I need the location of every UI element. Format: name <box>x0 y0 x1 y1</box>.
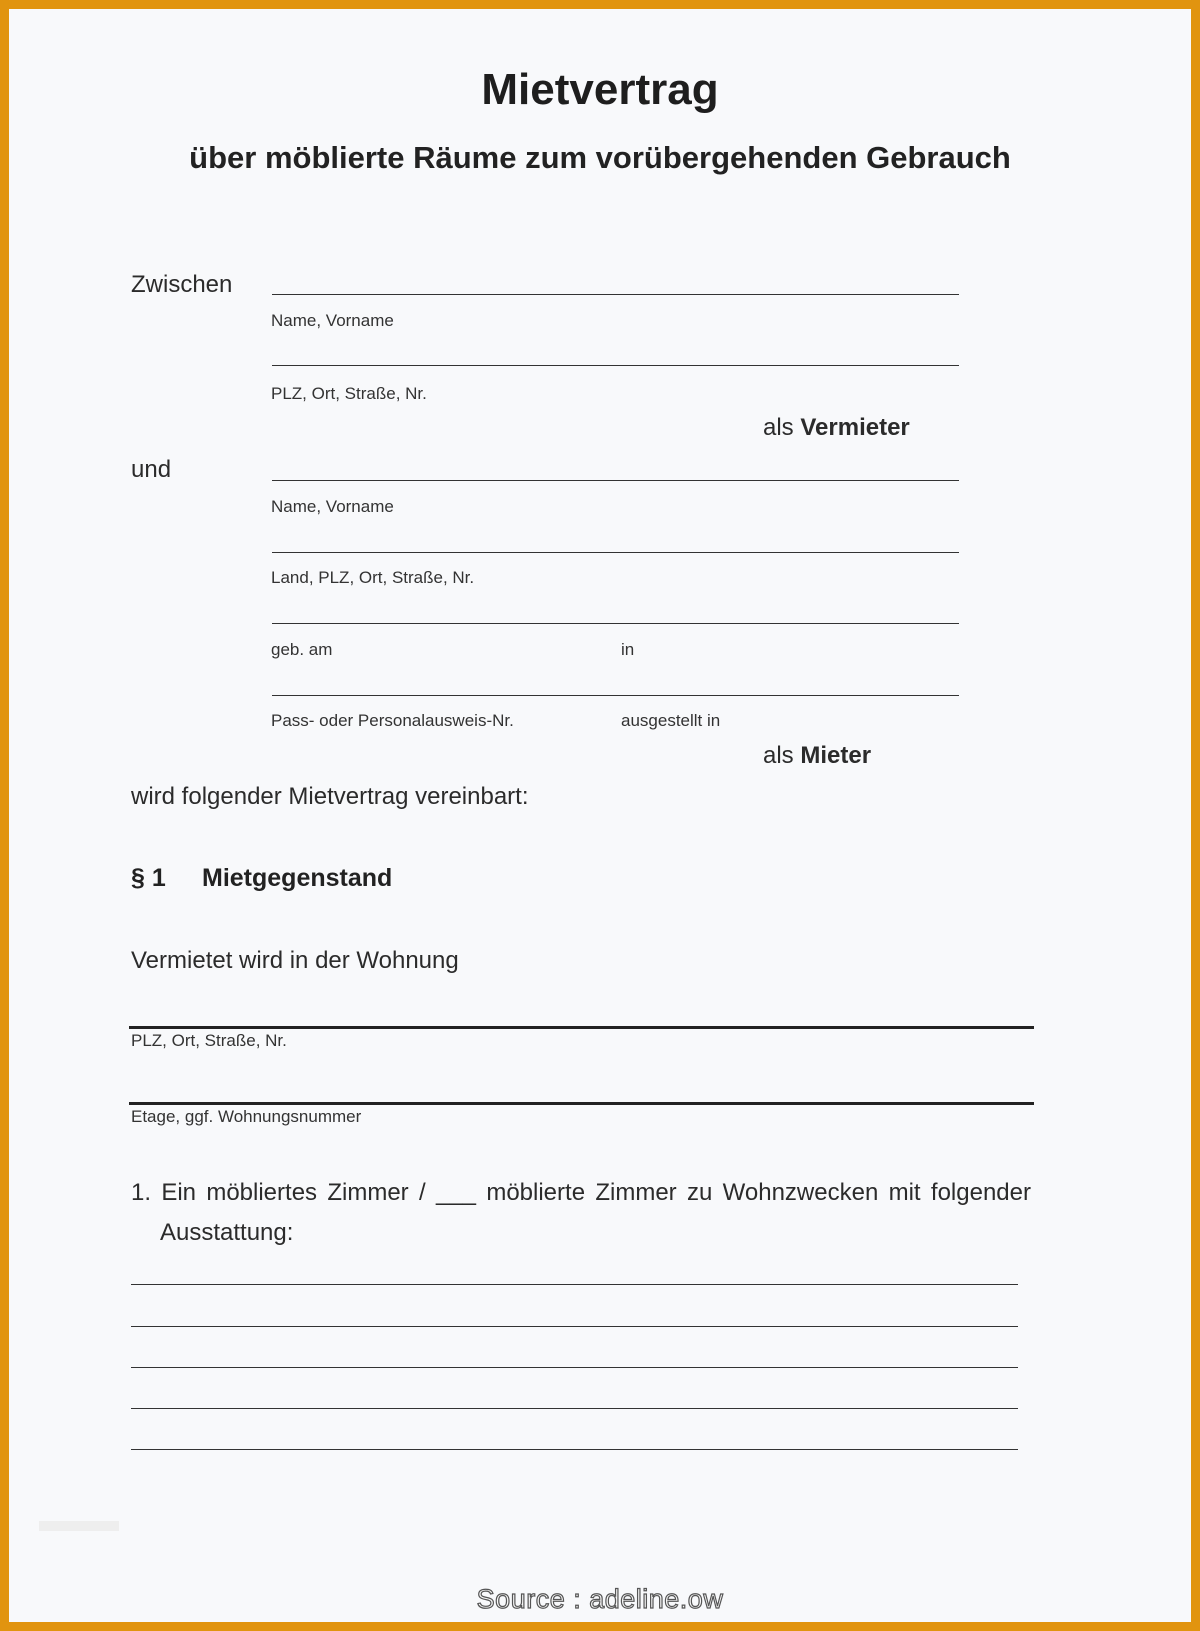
tenant-id-line[interactable] <box>272 695 959 696</box>
equipment-line[interactable] <box>131 1367 1018 1368</box>
landlord-role-prefix: als <box>763 414 794 441</box>
tenant-birth-date-caption: geb. am <box>271 640 333 659</box>
agreement-text: wird folgender Mietvertrag vereinbart: <box>131 783 529 810</box>
landlord-role <box>763 414 910 442</box>
section-title: Mietgegenstand <box>202 864 393 892</box>
tenant-name-caption: Name, Vorname <box>271 497 394 516</box>
apartment-floor-line[interactable] <box>129 1102 1034 1105</box>
and-label: und <box>131 456 172 483</box>
item1-line1: 1. Ein möbliertes Zimmer / ___ möblierte Zimmer zu Wohnzwecken mit folgender <box>131 1179 1031 1206</box>
equipment-line[interactable] <box>131 1449 1018 1450</box>
tenant-role-label: Mieter <box>800 742 872 769</box>
landlord-address-line[interactable] <box>272 365 959 366</box>
between-label: Zwischen <box>131 271 233 298</box>
document-title: Mietvertrag <box>481 65 719 114</box>
tenant-id-caption: Pass- oder Personalausweis-Nr. <box>271 711 514 730</box>
document-subtitle: über möblierte Räume zum vorübergehenden Gebrauch <box>189 140 1011 175</box>
tenant-issued-caption: ausgestellt in <box>621 711 721 730</box>
source-watermark: Source : adeline.ow <box>476 1584 724 1614</box>
apartment-address-caption: PLZ, Ort, Straße, Nr. <box>131 1031 287 1050</box>
landlord-name-caption: Name, Vorname <box>271 311 394 330</box>
equipment-line[interactable] <box>131 1326 1018 1327</box>
tenant-name-line[interactable] <box>272 480 959 481</box>
equipment-line[interactable] <box>131 1284 1018 1285</box>
apartment-floor-caption: Etage, ggf. Wohnungsnummer <box>131 1107 362 1126</box>
landlord-address-caption: PLZ, Ort, Straße, Nr. <box>271 384 427 403</box>
section-intro: Vermietet wird in der Wohnung <box>131 947 459 974</box>
landlord-name-line[interactable] <box>272 294 959 295</box>
equipment-line[interactable] <box>131 1408 1018 1409</box>
document-page <box>9 9 1191 1622</box>
tenant-role-prefix: als <box>763 742 794 769</box>
tenant-birth-place-caption: in <box>621 640 635 659</box>
tenant-address-line[interactable] <box>272 552 959 553</box>
apartment-address-line[interactable] <box>129 1026 1034 1029</box>
tenant-role <box>763 742 871 770</box>
item1-line2: Ausstattung: <box>160 1219 294 1246</box>
landlord-role-label: Vermieter <box>800 414 910 441</box>
tenant-address-caption: Land, PLZ, Ort, Straße, Nr. <box>271 568 475 587</box>
section-number: § 1 <box>131 864 166 892</box>
tenant-birth-line[interactable] <box>272 623 959 624</box>
faint-watermark <box>39 1521 119 1531</box>
